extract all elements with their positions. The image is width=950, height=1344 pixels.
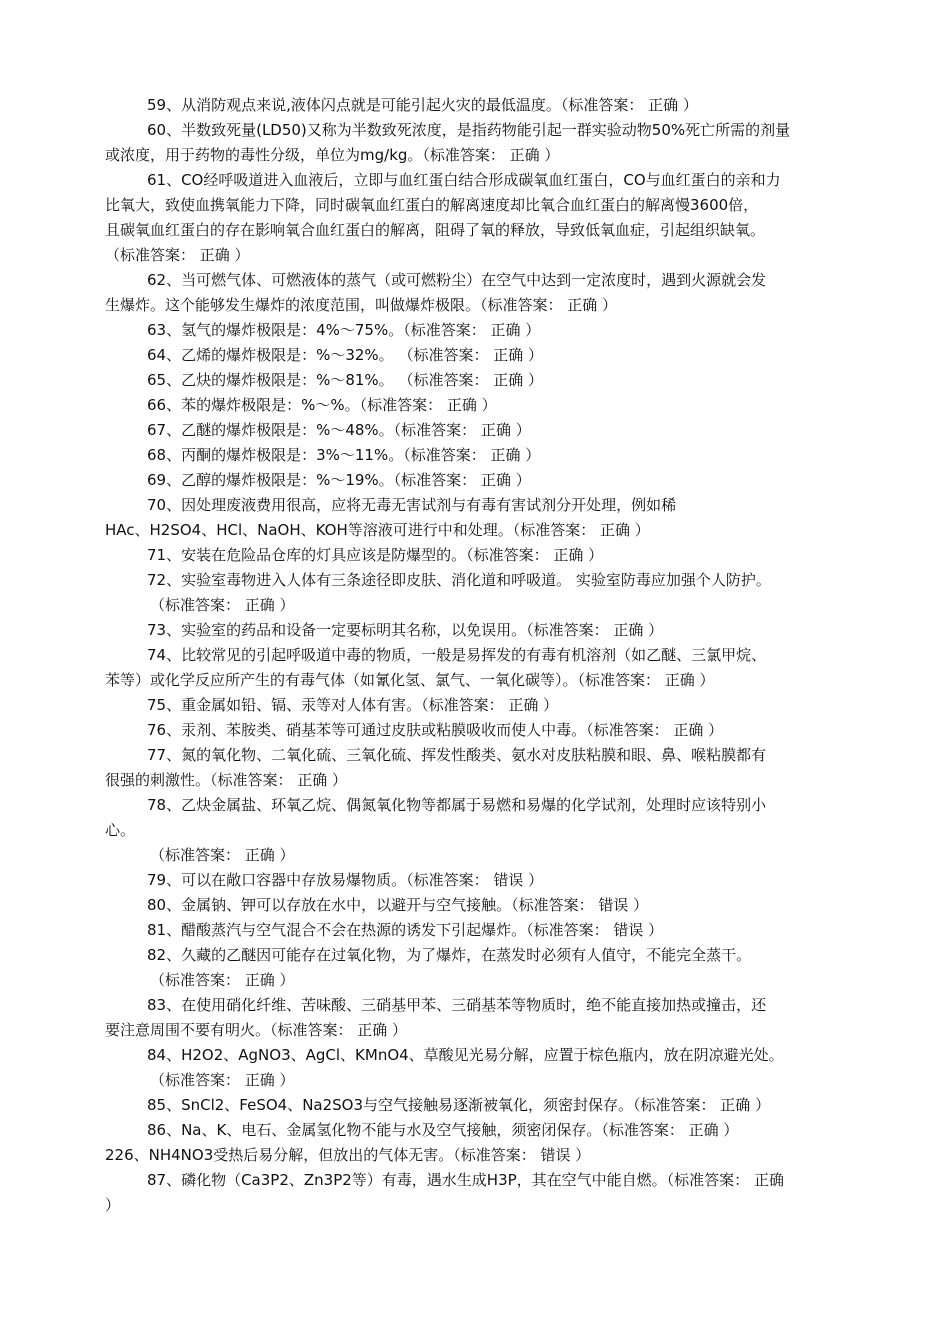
- question-item: [105, 743, 845, 793]
- question-item: [105, 268, 845, 318]
- question-item: [105, 918, 845, 943]
- question-item: [105, 1168, 845, 1218]
- question-line: （标准答案： 正确 ）: [150, 1071, 295, 1089]
- question-line: 81、醋酸蒸汽与空气混合不会在热源的诱发下引起爆炸。（标准答案： 错误 ）: [147, 921, 664, 939]
- question-line: 70、因处理废液费用很高，应将无毒无害试剂与有毒有害试剂分开处理，例如稀: [147, 496, 677, 514]
- question-line: 60、半数致死量(LD50)又称为半数致死浓度，是指药物能引起一群实验动物50%死亡所需的剂量: [147, 121, 791, 139]
- question-line: （标准答案： 正确 ）: [150, 971, 295, 989]
- question-line: 比氧大，致使血携氧能力下降，同时碳氧血红蛋白的解离速度却比氧合血红蛋白的解离慢3600倍，: [105, 196, 759, 214]
- question-item: [105, 343, 845, 368]
- question-item: [105, 1043, 845, 1093]
- question-line: 68、丙酮的爆炸极限是：3%～11%。（标准答案： 正确 ）: [147, 446, 541, 464]
- question-line: 73、实验室的药品和设备一定要标明其名称，以免误用。（标准答案： 正确 ）: [147, 621, 664, 639]
- question-line: 63、氢气的爆炸极限是：4%～75%。（标准答案： 正确 ）: [147, 321, 541, 339]
- question-line: 85、SnCl2、FeSO4、Na2SO3与空气接触易逐渐被氧化，须密封保存。（标准答案： 正确 ）: [147, 1096, 771, 1114]
- question-item: [105, 718, 845, 743]
- question-line: 生爆炸。这个能够发生爆炸的浓度范围，叫做爆炸极限。（标准答案： 正确 ）: [105, 296, 618, 314]
- question-item: [105, 393, 845, 418]
- question-item: [105, 1143, 845, 1168]
- question-item: [105, 993, 845, 1043]
- question-item: [105, 168, 845, 268]
- question-line: 84、H2O2、AgNO3、AgCl、KMnO4、草酸见光易分解，应置于棕色瓶内，放在阴凉避光处。: [147, 1046, 784, 1064]
- question-line: 75、重金属如铅、镉、汞等对人体有害。（标准答案： 正确 ）: [147, 696, 559, 714]
- question-item: [105, 418, 845, 443]
- question-item: [105, 618, 845, 643]
- question-item: [105, 443, 845, 468]
- question-item: [105, 1093, 845, 1118]
- question-item: [105, 493, 845, 543]
- question-item: [105, 118, 845, 168]
- question-line: 71、安装在危险品仓库的灯具应该是防爆型的。（标准答案： 正确 ）: [147, 546, 604, 564]
- question-line: HAc、H2SO4、HCl、NaOH、KOH等溶液可进行中和处理。（标准答案： 正确 ）: [105, 521, 650, 539]
- question-line: 要注意周围不要有明火。（标准答案： 正确 ）: [105, 1021, 408, 1039]
- question-item: [105, 318, 845, 343]
- question-line: （标准答案： 正确 ）: [105, 246, 250, 264]
- question-item: [105, 893, 845, 918]
- question-line: 64、乙烯的爆炸极限是：%～32%。 （标准答案： 正确 ）: [147, 346, 543, 364]
- question-item: [105, 468, 845, 493]
- question-line: 79、可以在敞口容器中存放易爆物质。（标准答案： 错误 ）: [147, 871, 544, 889]
- question-line: 80、金属钠、钾可以存放在水中，以避开与空气接触。（标准答案： 错误 ）: [147, 896, 649, 914]
- question-line: 且碳氧血红蛋白的存在影响氧合血红蛋白的解离，阻碍了氧的释放，导致低氧血症，引起组织缺氧。: [105, 221, 766, 239]
- question-line: 87、磷化物（Ca3P2、Zn3P2等）有毒，遇水生成H3P，其在空气中能自燃。（标准答案： 正确: [147, 1171, 784, 1189]
- question-item: [105, 368, 845, 393]
- question-line: 59、从消防观点来说,液体闪点就是可能引起火灾的最低温度。（标准答案： 正确 ）: [147, 96, 698, 114]
- question-line: 66、苯的爆炸极限是：%～%。（标准答案： 正确 ）: [147, 396, 497, 414]
- document-page: [105, 93, 845, 1218]
- question-line: 69、乙醇的爆炸极限是：%～19%。（标准答案： 正确 ）: [147, 471, 531, 489]
- question-item: [105, 868, 845, 893]
- question-line: 74、比较常见的引起呼吸道中毒的物质，一般是易挥发的有毒有机溶剂（如乙醚、三氯甲烷、: [147, 646, 767, 664]
- question-line: 65、乙炔的爆炸极限是：%～81%。 （标准答案： 正确 ）: [147, 371, 543, 389]
- question-line: 67、乙醚的爆炸极限是：%～48%。（标准答案： 正确 ）: [147, 421, 531, 439]
- question-item: [105, 93, 845, 118]
- question-line: 72、实验室毒物进入人体有三条途径即皮肤、消化道和呼吸道。 实验室防毒应加强个人防护。: [147, 571, 771, 589]
- question-line: 78、乙炔金属盐、环氧乙烷、偶氮氧化物等都属于易燃和易爆的化学试剂，处理时应该特别小: [147, 796, 767, 814]
- question-item: [105, 943, 845, 993]
- question-line: 86、Na、K、电石、金属氢化物不能与水及空气接触，须密闭保存。（标准答案： 正确 ）: [147, 1121, 739, 1139]
- question-line: 226、NH4NO3受热后易分解，但放出的气体无害。（标准答案： 错误 ）: [105, 1146, 591, 1164]
- question-item: [105, 568, 845, 618]
- question-item: [105, 693, 845, 718]
- question-item: [105, 643, 845, 693]
- question-line: 82、久藏的乙醚因可能存在过氧化物，为了爆炸，在蒸发时必须有人值守，不能完全蒸干。: [147, 946, 752, 964]
- question-item: [105, 1118, 845, 1143]
- question-line: 62、当可燃气体、可燃液体的蒸气（或可燃粉尘）在空气中达到一定浓度时，遇到火源就会发: [147, 271, 767, 289]
- question-line: （标准答案： 正确 ）: [150, 596, 295, 614]
- question-line: （标准答案： 正确 ）: [150, 846, 295, 864]
- question-item: [105, 793, 845, 868]
- question-line: 61、CO经呼吸道进入血液后，立即与血红蛋白结合形成碳氧血红蛋白，CO与血红蛋白的亲和力: [147, 171, 781, 189]
- question-line: 或浓度，用于药物的毒性分级，单位为mg/kg。（标准答案： 正确 ）: [105, 146, 560, 164]
- question-line: 76、汞剂、苯胺类、硝基苯等可通过皮肤或粘膜吸收而使人中毒。（标准答案： 正确 ）: [147, 721, 724, 739]
- question-line: 苯等）或化学反应所产生的有毒气体（如氰化氢、氯气、一氧化碳等）。（标准答案： 正确 ）: [105, 671, 715, 689]
- question-line: 83、在使用硝化纤维、苦味酸、三硝基甲苯、三硝基苯等物质时，绝不能直接加热或撞击，还: [147, 996, 767, 1014]
- question-line: 心。: [105, 821, 136, 839]
- question-line: 77、氮的氧化物、二氧化硫、三氧化硫、挥发性酸类、氨水对皮肤粘膜和眼、鼻、喉粘膜都有: [147, 746, 767, 764]
- question-item: [105, 543, 845, 568]
- question-line: ）: [105, 1196, 121, 1214]
- question-line: 很强的刺激性。（标准答案： 正确 ）: [105, 771, 348, 789]
